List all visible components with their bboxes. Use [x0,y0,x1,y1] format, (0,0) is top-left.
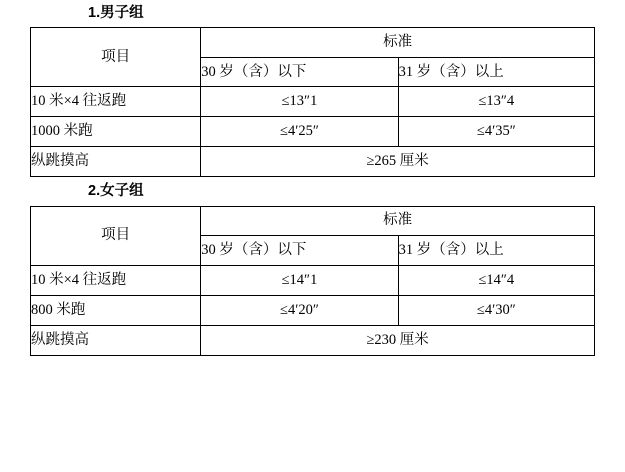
header-cell-item: 项目 [31,28,201,87]
row-value-young: ≤13″1 [201,87,398,117]
table-row [31,87,595,117]
section-title-womens: 2.女子组 [88,183,144,200]
table-row [31,147,595,177]
table-row [31,265,595,295]
row-value-merged: ≥230 厘米 [201,325,595,355]
header-cell-standard: 标准 [201,206,595,236]
header-cell-standard: 标准 [201,28,595,58]
table-header-row [31,28,595,58]
header-cell-age-young: 30 岁（含）以下 [201,57,398,87]
table-row [31,325,595,355]
section-title-mens: 1.男子组 [88,5,144,21]
header-cell-item: 项目 [31,206,201,265]
table-womens-standards [30,206,595,356]
row-value-old: ≤13″4 [398,87,594,117]
table-mens-standards [30,27,595,177]
table-row [31,117,595,147]
section-mens-group [0,0,625,177]
header-cell-age-old: 31 岁（含）以上 [398,236,594,266]
section-womens-group [0,177,625,355]
row-label: 800 米跑 [31,295,201,325]
row-label: 纵跳摸高 [31,325,201,355]
table-row [31,295,595,325]
row-value-young: ≤4′25″ [201,117,398,147]
row-value-merged: ≥265 厘米 [201,147,595,177]
row-value-old: ≤14″4 [398,265,594,295]
header-cell-age-old: 31 岁（含）以上 [398,57,594,87]
table-header-row [31,206,595,236]
row-label: 10 米×4 往返跑 [31,265,201,295]
row-label: 10 米×4 往返跑 [31,87,201,117]
row-value-old: ≤4′35″ [398,117,594,147]
row-value-old: ≤4′30″ [398,295,594,325]
row-value-young: ≤14″1 [201,265,398,295]
header-cell-age-young: 30 岁（含）以下 [201,236,398,266]
row-value-young: ≤4′20″ [201,295,398,325]
row-label: 纵跳摸高 [31,147,201,177]
row-label: 1000 米跑 [31,117,201,147]
